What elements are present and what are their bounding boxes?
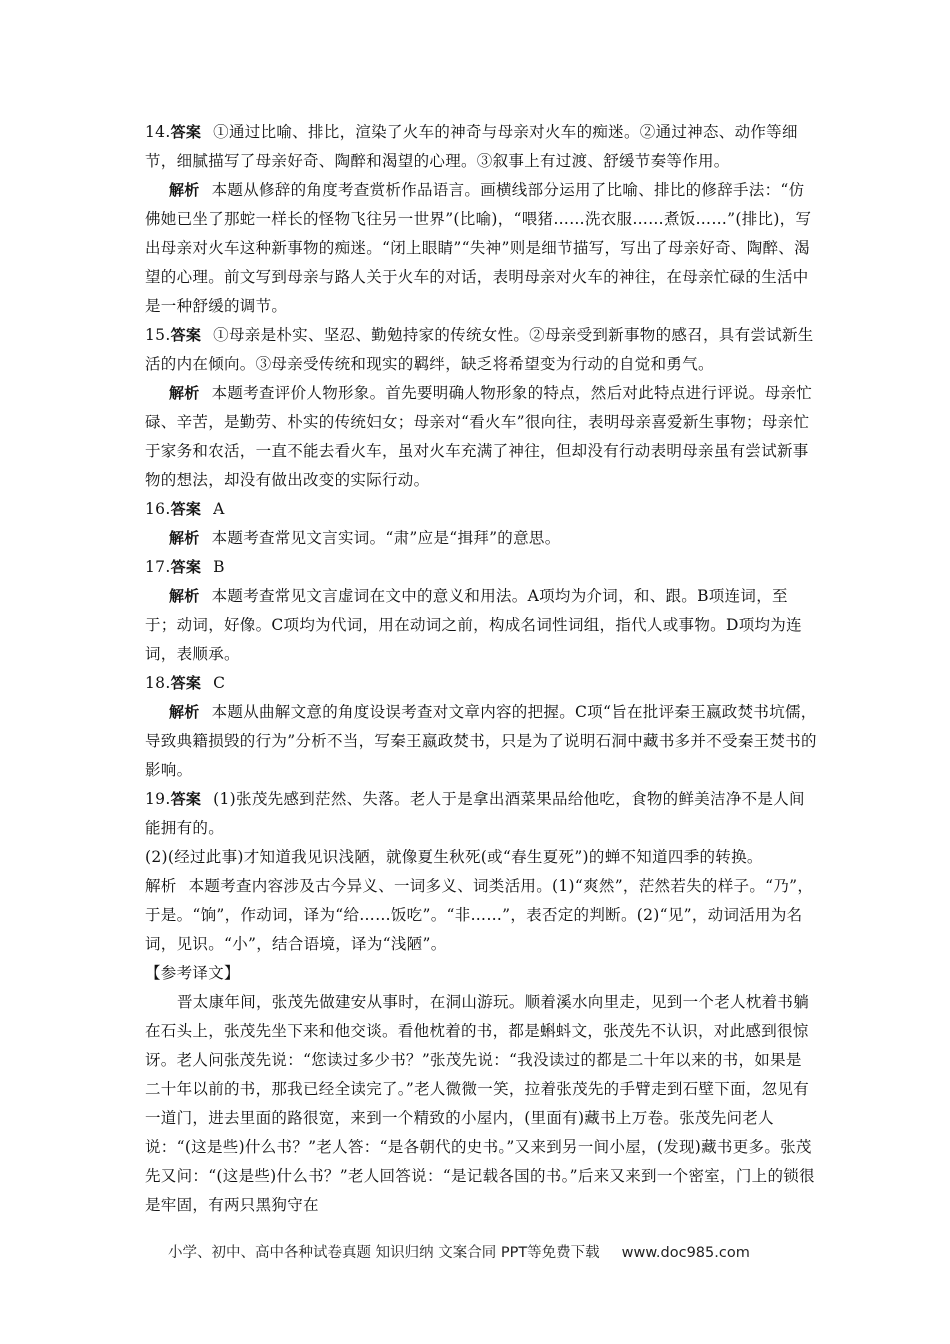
footer-text: 小学、初中、高中各种试卷真题 知识归纳 文案合同 PPT等免费下载 [168, 1245, 600, 1261]
item-18-answer: 18.答案 C [145, 674, 226, 692]
item-19-answer-2: (2)(经过此事)才知道我见识浅陋，就像夏生秋死(或“春生夏死”)的蝉不知道四季的转换。 [145, 848, 763, 866]
item-15-analysis: 解析 本题考查评价人物形象。首先要明确人物形象的特点，然后对此特点进行评说。母亲忙碌、辛苦，是勤劳、朴实的传统妇女；母亲对“看火车”很向往，表明母亲喜爱新生事物；母亲忙于家务和农活，一直不能去看火车，虽对火车充满了神往，但却没有行动表明母亲虽有尝试新事物的想法，却没有做出改变的实际行动。 [145, 384, 813, 489]
item-14-analysis: 解析 本题从修辞的角度考查赏析作品语言。画横线部分运用了比喻、排比的修辞手法：“仿佛她已坐了那蛇一样长的怪物飞往另一世界”(比喻)，“喂猪……洗衣服……煮饭……”(排比)，写出母亲对火车这种新事物的痴迷。“闭上眼睛”“失神”则是细节描写，写出了母亲好奇、陶醉、渴望的心理。前文写到母亲与路人关于火车的对话，表明母亲对火车的神往，在母亲忙碌的生活中是一种舒缓的调节。 [145, 181, 812, 315]
item-19-analysis: 解析 本题考查内容涉及古今异义、一词多义、词类活用。(1)“爽然”，茫然若失的样子。“乃”，于是。“饷”，作动词，译为“给……饭吃”。“非……”，表否定的判断。(2)“见”，动词活用为名词，见识。“小”，结合语境，译为“浅陋”。 [145, 877, 814, 953]
item-16-analysis: 解析 本题考查常见文言实词。“肃”应是“揖拜”的意思。 [169, 529, 561, 547]
item-15-answer: 15.答案 ①母亲是朴实、坚忍、勤勉持家的传统女性。②母亲受到新事物的感召，具有尝试新生活的内在倾向。③母亲受传统和现实的羁绊，缺乏将希望变为行动的自觉和勇气。 [145, 326, 814, 373]
footer-url[interactable]: www.doc985.com [621, 1245, 750, 1261]
reference-heading: 【参考译文】 [145, 964, 240, 982]
item-16-answer: 16.答案 A [145, 500, 225, 518]
item-17-analysis: 解析 本题考查常见文言虚词在文中的意义和用法。A项均为介词，和、跟。B项连词，至于；动词，好像。C项均为代词，用在动词之前，构成名词性词组，指代人或事物。D项均为连词，表顺承。 [145, 587, 802, 663]
reference-translation: 晋太康年间，张茂先做建安从事时，在洞山游玩。顺着溪水向里走，见到一个老人枕着书躺在石头上，张茂先坐下来和他交谈。看他枕着的书，都是蝌蚪文，张茂先不认识，对此感到很惊讶。老人问张茂先说：“您读过多少书？”张茂先说：“我没读过的都是二十年以来的书，如果是二十年以前的书，那我已经全读完了。”老人微微一笑，拉着张茂先的手臂走到石壁下面，忽见有一道门，进去里面的路很宽，来到一个精致的小屋内，(里面有)藏书上万卷。张茂先问老人说：“(这是些)什么书？”老人答：“是各朝代的史书。”又来到另一间小屋，(发现)藏书更多。张茂先又问：“(这是些)什么书？”老人回答说：“是记载各国的书。”后来又来到一个密室，门上的锁很是牢固，有两只黑狗守在 [145, 993, 815, 1214]
item-17-answer: 17.答案 B [145, 558, 225, 576]
item-14-answer: 14.答案 ①通过比喻、排比，渲染了火车的神奇与母亲对火车的痴迷。②通过神态、动作等细节，细腻描写了母亲好奇、陶醉和渴望的心理。③叙事上有过渡、舒缓节奏等作用。 [145, 123, 798, 170]
item-19-answer-1: 19.答案 (1)张茂先感到茫然、失落。老人于是拿出酒菜果品给他吃，食物的鲜美洁净不是人间能拥有的。 [145, 790, 805, 837]
item-18-analysis: 解析 本题从曲解文意的角度设误考查对文章内容的把握。C项“旨在批评秦王嬴政焚书坑儒，导致典籍损毁的行为”分析不当，写秦王嬴政焚书，只是为了说明石洞中藏书多并不受秦王焚书的影响。 [145, 703, 817, 779]
page-footer [168, 1241, 808, 1262]
document-body [145, 118, 817, 1220]
